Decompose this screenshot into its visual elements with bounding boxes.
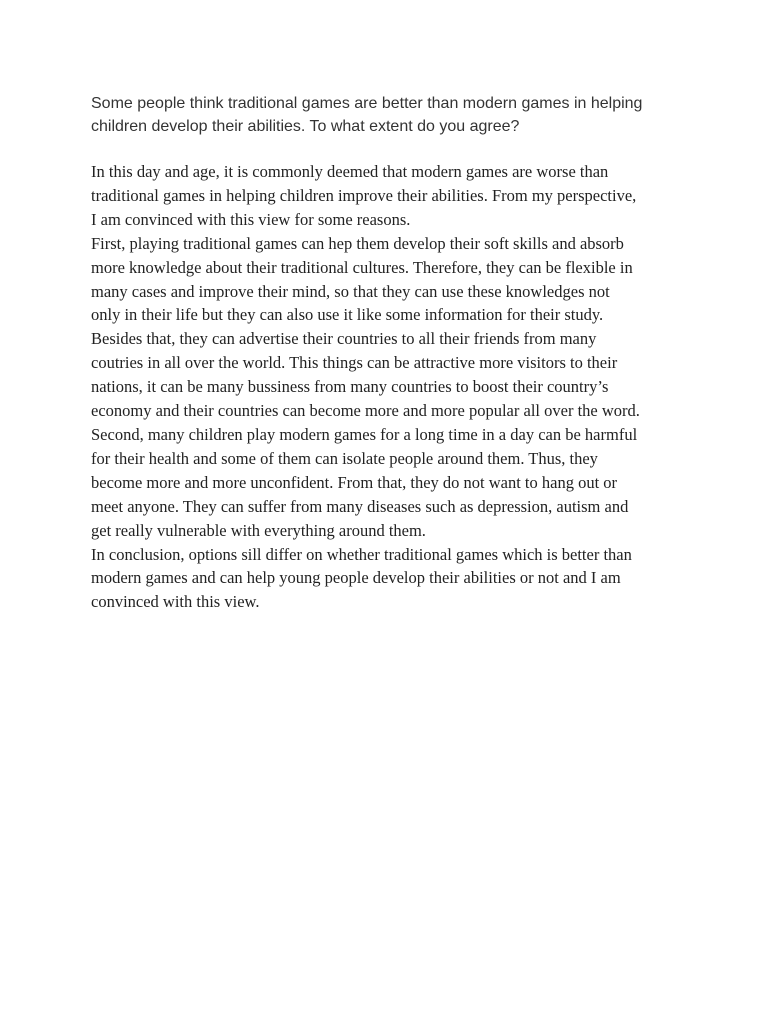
essay-line: In conclusion, options sill differ on whether traditional games which is better than bbox=[91, 544, 632, 564]
essay-line: more knowledge about their traditional cultures. Therefore, they can be flexible in bbox=[91, 257, 633, 277]
essay-line: I am convinced with this view for some reasons. bbox=[91, 209, 411, 229]
essay-line: many cases and improve their mind, so that they can use these knowledges not bbox=[91, 281, 610, 301]
question-line: children develop their abilities. To what extent do you agree? bbox=[91, 118, 520, 135]
essay-line: become more and more unconfident. From that, they do not want to hang out or bbox=[91, 472, 618, 492]
essay-body bbox=[91, 160, 711, 614]
essay-line: economy and their countries can become more and more popular all over the word. bbox=[91, 401, 640, 421]
question-line: Some people think traditional games are better than modern games in helping bbox=[91, 95, 643, 112]
essay-line: only in their life but they can also use it like some information for their study. bbox=[91, 305, 604, 325]
essay-question bbox=[91, 92, 691, 138]
essay-line: meet anyone. They can suffer from many diseases such as depression, autism and bbox=[91, 496, 629, 516]
essay-line: In this day and age, it is commonly deemed that modern games are worse than bbox=[91, 162, 609, 181]
essay-line: modern games and can help young people develop their abilities or not and I am bbox=[91, 568, 621, 588]
essay-line: Besides that, they can advertise their countries to all their friends from many bbox=[91, 329, 597, 349]
essay-line: for their health and some of them can isolate people around them. Thus, they bbox=[91, 448, 598, 468]
essay-line: First, playing traditional games can hep them develop their soft skills and absorb bbox=[91, 233, 624, 253]
essay-line: coutries in all over the world. This things can be attractive more visitors to their bbox=[91, 353, 618, 373]
essay-line: convinced with this view. bbox=[91, 592, 260, 612]
essay-line: Second, many children play modern games for a long time in a day can be harmful bbox=[91, 424, 638, 444]
essay-line: get really vulnerable with everything around them. bbox=[91, 520, 426, 540]
essay-line: nations, it can be many bussiness from many countries to boost their country’s bbox=[91, 377, 609, 397]
essay-line: traditional games in helping children improve their abilities. From my perspective, bbox=[91, 185, 637, 205]
